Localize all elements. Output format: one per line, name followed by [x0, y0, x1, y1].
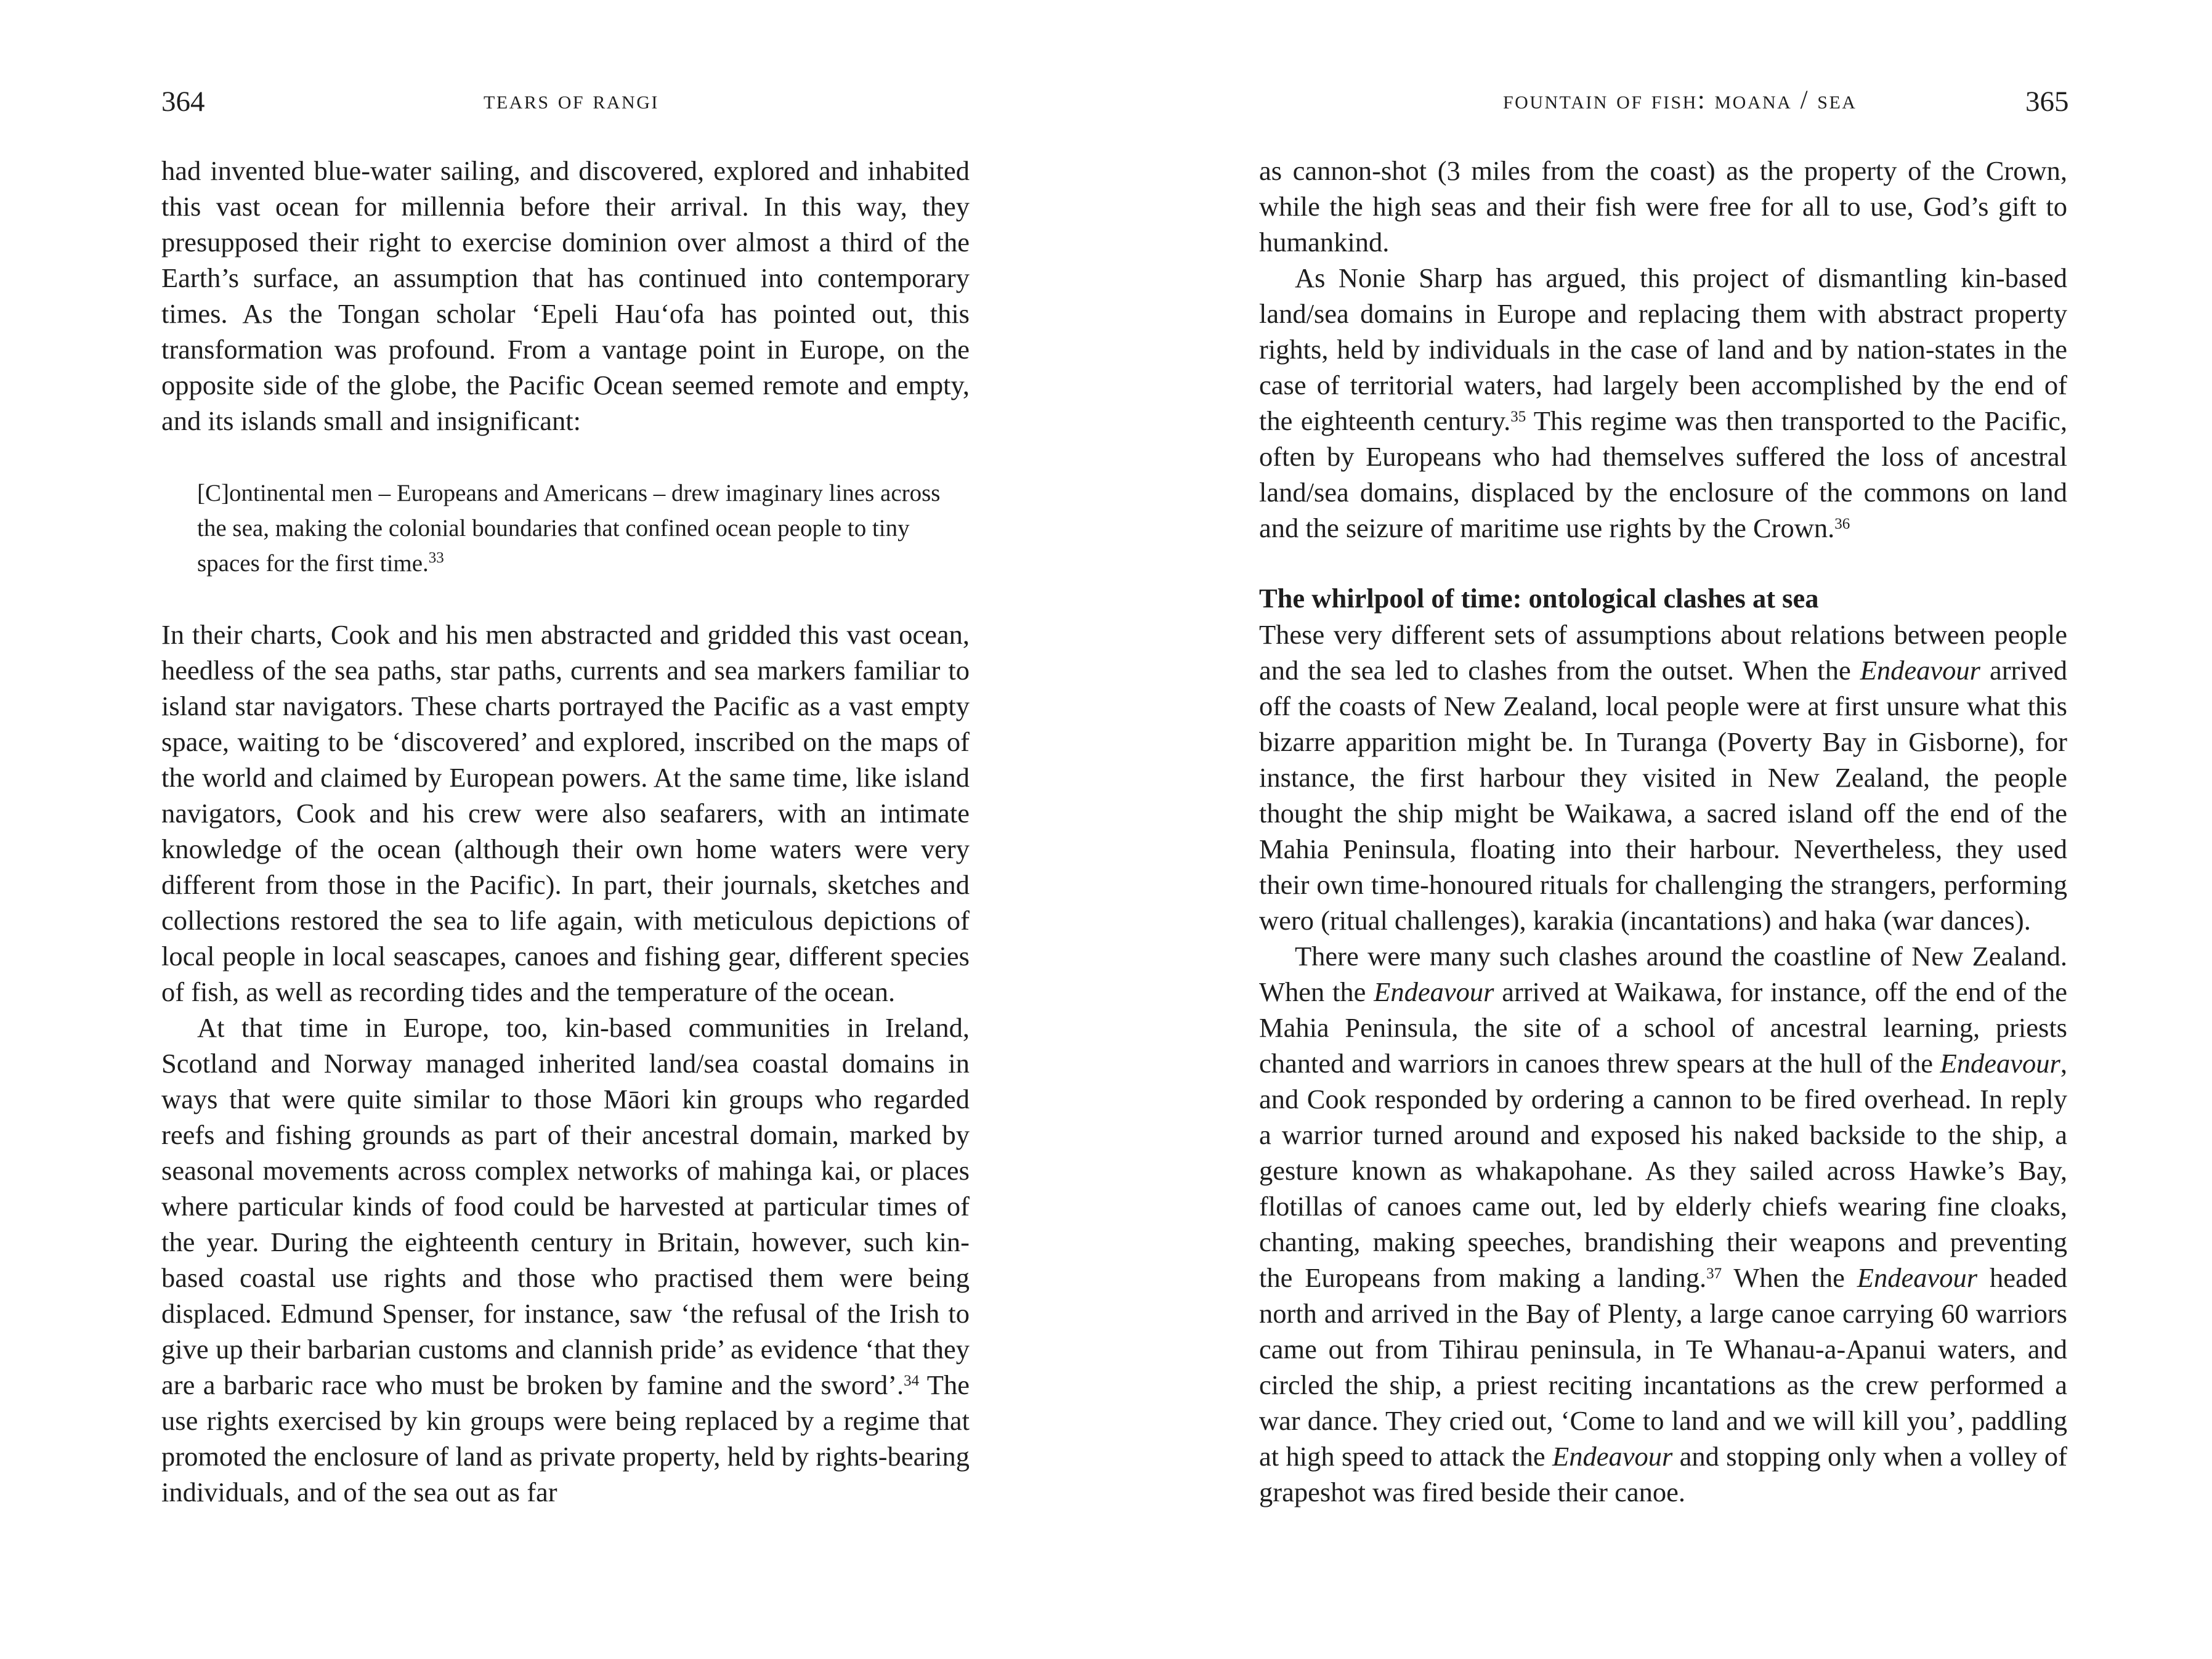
ship-name: Endeavour — [1940, 1048, 2060, 1079]
footnote-ref: 34 — [904, 1373, 920, 1389]
footnote-ref: 37 — [1706, 1265, 1722, 1282]
paragraph-text: There were many such clashes around the coastline of New Zealand. When the Endeavour arrived at Waikawa, for instance, off the end of the Mahia Peninsula, the site of a school of ancestral learning, priests chanted and warriors in canoes threw spears at the hull of the Endeavour, and Cook responded by ordering a cannon to be fired overhead. In reply a warrior turned around and exposed his naked backside to the ship, a gesture known as whakapohane. As they sailed across Hawke’s Bay, flotillas of canoes came out, led by elderly chiefs wearing fine cloaks, chanting, making speeches, brandishing their weapons and preventing the Europeans from making a landing.$^{37}$ When the Endeavour headed north and arrived in the Bay of Plenty, a large canoe carrying 60 warriors came out from Tihirau peninsula, in Te Whanau-a-Apanui waters, and circled the ship, a priest reciting incantations as the crew performed a war dance. They cried out, ‘Come to land and we will kill you’, paddling at high speed to attack the Endeavour and stopping only when a volley of grapeshot was fired beside their canoe. — [1259, 941, 2067, 1507]
right-page — [1106, 0, 2212, 1659]
quote-text: [C]ontinental men – Europeans and Americans – drew imaginary lines across the sea, making the colonial boundaries that confined ocean people to tiny spaces for the first time. — [197, 480, 941, 577]
paragraph — [161, 153, 970, 439]
ship-name: Endeavour — [1552, 1441, 1673, 1472]
paragraph — [1259, 617, 2067, 1510]
page-number: 364 — [161, 86, 205, 118]
paragraph — [1259, 153, 2067, 546]
paragraph-text: had invented blue-water sailing, and discovered, explored and inhabited this vast ocean for millennia before their arrival. In this way, they presupposed their right to exercise dominion over almost a third of the Earth’s surface, an assumption that has continued into contemporary times. As the Tongan scholar ‘Epeli Hau‘ofa has pointed out, this transformation was profound. From a vantage point in Europe, on the opposite side of the globe, the Pacific Ocean seemed remote and empty, and its islands small and insignificant: — [161, 155, 970, 436]
section-heading: The whirlpool of time: ontological clashes at sea — [1259, 583, 1819, 614]
footnote-ref: 35 — [1510, 408, 1526, 425]
paragraph-text: At that time in Europe, too, kin-based communities in Ireland, Scotland and Norway managed inherited land/sea coastal domains in ways that were quite similar to those Māori kin groups who regarded reefs and fishing grounds as part of their ancestral domain, marked by seasonal movements across complex networks of mahinga kai, or places where particular kinds of food could be harvested at particular times of the year. During the eighteenth century in Britain, however, such kin-based coastal use rights and those who practised them were being displaced. Edmund Spenser, for instance, saw ‘the refusal of the Irish to give up their barbarian customs and clannish pride’ as evidence ‘that they are a barbaric race who must be broken by famine and the sword’.$^{34}$ The use rights exercised by kin groups were being replaced by a regime that promoted the enclosure of land as private property, held by rights-bearing individuals, and of the sea out as far — [161, 1012, 970, 1507]
footnote-ref: 33 — [428, 550, 444, 566]
footnote-ref: 36 — [1834, 516, 1850, 532]
paragraph-text: as cannon-shot (3 miles from the coast) as the property of the Crown, while the high seas and their fish were free for all to use, God’s gift to humankind. — [1259, 155, 2067, 258]
paragraph-text: As Nonie Sharp has argued, this project of dismantling kin-based land/sea domains in Europe and replacing them with abstract property rights, held by individuals in the case of land and by nation-states in the case of territorial waters, had largely been accomplished by the end of the eighteenth century.$^{35}$ This regime was then transported to the Pacific, often by Europeans who had themselves suffered the loss of ancestral land/sea domains, displaced by the enclosure of the commons on land and the seizure of maritime use rights by the Crown.$^{36}$ — [1259, 262, 2067, 543]
block-quote — [197, 476, 970, 581]
running-head: fountain of fish: moana / sea — [1503, 86, 1857, 115]
running-head: tears of rangi — [484, 86, 659, 115]
ship-name: Endeavour — [1374, 976, 1494, 1007]
page-number: 365 — [2025, 86, 2069, 118]
paragraph-text: These very different sets of assumptions about relations between people and the sea led to clashes from the outset. When the Endeavour arrived off the coasts of New Zealand, local people were at first unsure what this bizarre apparition might be. In Turanga (Poverty Bay in Gisborne), for instance, the first harbour they visited in New Zealand, the people thought the ship might be Waikawa, a sacred island off the end of the Mahia Peninsula, floating into their harbour. Nevertheless, they used their own time-honoured rituals for challenging the strangers, performing wero (ritual challenges), karakia (incantations) and haka (war dances). — [1259, 619, 2067, 936]
paragraph-text: In their charts, Cook and his men abstracted and gridded this vast ocean, heedless of the sea paths, star paths, currents and sea markers familiar to island star navigators. These charts portrayed the Pacific as a vast empty space, waiting to be ‘discovered’ and explored, inscribed on the maps of the world and claimed by European powers. At the same time, like island navigators, Cook and his crew were also seafarers, with an intimate knowledge of the ocean (although their own home waters were very different from those in the Pacific). In part, their journals, sketches and collections restored the sea to life again, with meticulous depictions of local people in local seascapes, canoes and fishing gear, different species of fish, as well as recording tides and the temperature of the ocean. — [161, 619, 970, 1007]
ship-name: Endeavour — [1860, 655, 1980, 686]
ship-name: Endeavour — [1857, 1262, 1978, 1293]
paragraph — [161, 617, 970, 1510]
